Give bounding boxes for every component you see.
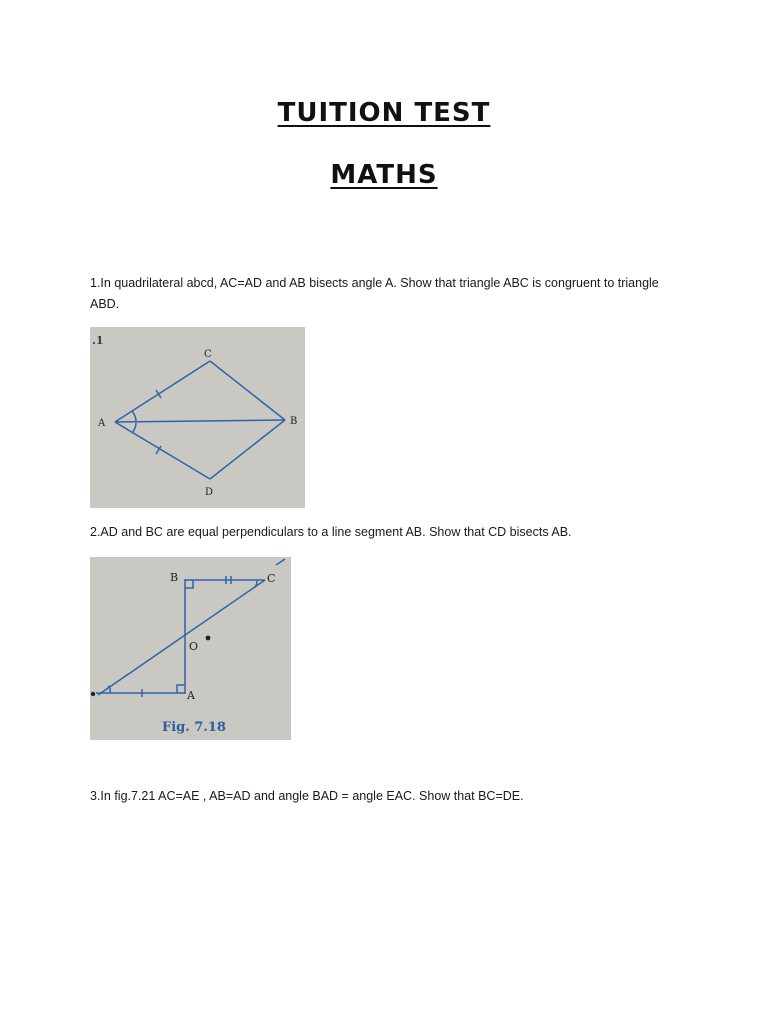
question-3-text: 3.In fig.7.21 AC=AE , AB=AD and angle BAD = angle EAC. Show that BC=DE. [90, 789, 524, 803]
label-point-b: B [290, 416, 298, 427]
label-point-d: D [205, 487, 214, 498]
label-point-a: A [98, 418, 106, 429]
question-1-figure [90, 327, 305, 508]
figure-caption: Fig. 7.18 [162, 720, 226, 735]
question-2-text: 2.AD and BC are equal perpendiculars to a line segment AB. Show that CD bisects AB. [90, 525, 572, 539]
label-point-o: O [189, 640, 199, 653]
label-point-a: A [187, 689, 195, 702]
question-2-figure [90, 557, 291, 740]
dot-mark [206, 636, 211, 641]
point-d-mark [91, 692, 95, 696]
question-1-text: 1.In quadrilateral abcd, AC=AD and AB bisects angle A. Show that triangle ABC is congruent to triangle ABD. [90, 276, 659, 311]
label-point-c: C [204, 349, 212, 360]
subject-title: MATHS [330, 160, 438, 190]
label-point-b: B [170, 571, 179, 584]
figure-corner-label: .1 [92, 334, 104, 347]
page-title: TUITION TEST [277, 98, 491, 128]
label-point-c: C [267, 572, 276, 585]
